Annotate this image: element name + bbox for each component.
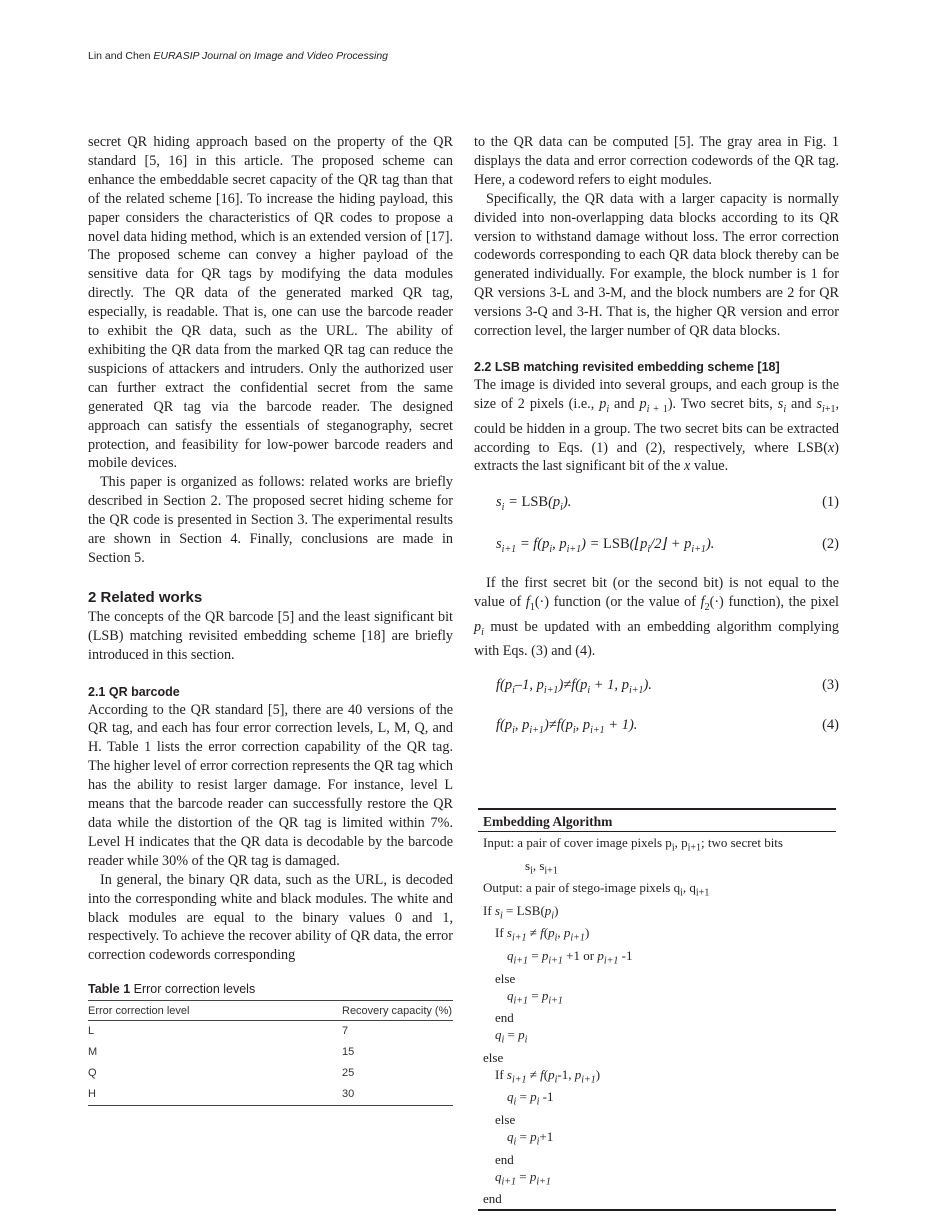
algorithm-line: end <box>483 1191 502 1207</box>
algorithm-line: If $s_{i+1} \ne f(p_i-1$, $p_{i+1}$) <box>495 1066 601 1086</box>
equation-3-number: (3) <box>822 677 839 694</box>
section-2-1-heading: 2.1 QR barcode <box>88 684 180 699</box>
table-1-caption <box>88 982 453 996</box>
left-column <box>88 133 453 1106</box>
equation-2-number: (2) <box>822 536 839 553</box>
table-row <box>88 1042 453 1063</box>
section-2-heading: 2 Related works <box>88 588 203 606</box>
section-2-1-paragraph-2: In general, the binary QR data, such as the URL, is decoded into the corresponding white and black modules. The white and black modules are equal to the binary values 0 and 1, respectively. To achieve the recover ability of QR data, the error correction codewords corresponding <box>88 871 453 964</box>
algorithm-line: end <box>495 1151 514 1167</box>
algorithm-line: $q_{i+1} = p_{i+1} +1$ or $p_{i+1}$ -1 <box>507 947 633 967</box>
section-2-paragraph: The concepts of the QR barcode [5] and the least significant bit (LSB) matching revisited embedding scheme [18] are briefly introduced in this section. <box>88 608 453 663</box>
equation-1-number: (1) <box>822 494 839 511</box>
right-paragraph-1: to the QR data can be computed [5]. The gray area in Fig. 1 displays the data and error correction codewords of the QR tag. Here, a codeword refers to eight modules. <box>474 134 839 188</box>
table-row <box>88 1084 453 1106</box>
equation-3: $f(p_i-1$, $p_{i+1})\ne f(p_i + 1$, $p_{i+1}$). (3) <box>474 675 839 701</box>
equation-2: $s_{i+1} = f(p_i$, $p_{i+1}$) = $LSB(⌊p_i/2⌋ + p_{i+1})$. (2) <box>474 534 839 560</box>
algorithm-line: else <box>495 970 516 986</box>
table-cell-level: M <box>88 1046 98 1059</box>
right-column <box>474 133 839 741</box>
algorithm-line: $q_i = p_i$ <box>495 1027 528 1046</box>
algorithm-input-bits: $s_i$, $s_{i+1}$ <box>525 857 558 877</box>
table-cell-capacity: 30 <box>342 1084 453 1106</box>
algorithm-line: else <box>495 1111 516 1127</box>
table-cell-level: L <box>88 1025 95 1038</box>
right-paragraph-after-equations: If the first secret bit (or the second bit) is not equal to the value of $f_1(\cdot)$ function (or the value of $f_2(\cdot)$ function), the pixel $p_i$ must be updated with an embedding algorithm complying with Eqs. (3) and (4). <box>474 575 839 660</box>
section-2-2-heading: 2.2 LSB matching revisited embedding scheme [18] <box>474 359 780 374</box>
algorithm-line: $q_i = p_i+1$ <box>507 1128 554 1148</box>
table-row <box>88 1063 453 1084</box>
algorithm-line: $q_{i+1} = p_{i+1}$ <box>507 987 563 1007</box>
table-cell-level: H <box>88 1084 342 1106</box>
intro-paragraph-2: This paper is organized as follows: related works are briefly described in Section 2. The proposed secret hiding scheme for the QR code is presented in Section 3. The experimental results are shown in Section 4. Finally, conclusions are made in Section 5. <box>88 474 453 566</box>
algorithm-line: end <box>495 1010 514 1026</box>
right-paragraph-2: Specifically, the QR data with a larger capacity is normally divided into non-overlapping data blocks according to its QR version to withstand damage without loss. The error correction codewords corresponding to each QR data block thereby can be generated individually. For example, the block number is 1 for QR versions 3-L and 3-M, and the block numbers are 2 for QR versions 3-Q and 3-H. That is, the higher QR version and error correction level, the larger number of QR data blocks. <box>474 190 839 340</box>
algorithm-line: $q_{i+1} = p_{i+1}$ <box>495 1168 551 1188</box>
algorithm-body <box>478 832 836 1209</box>
running-header <box>88 50 388 62</box>
table-cell-capacity: 7 <box>342 1025 349 1038</box>
algorithm-line: else <box>483 1049 504 1065</box>
table-1-caption-text: Error correction levels <box>133 982 256 997</box>
header-authors: Lin and Chen <box>88 50 151 62</box>
table-header-row <box>88 1001 453 1021</box>
algorithm-line: If $s_i = LSB(p_i)$ <box>483 902 559 922</box>
table-cell-capacity: 15 <box>342 1046 355 1059</box>
table-header-capacity: Recovery capacity (%) <box>342 1001 453 1021</box>
equation-1: $s_i = LSB(p_i)$. (1) <box>474 492 839 518</box>
section-2-1-paragraph-1: According to the QR standard [5], there are 40 versions of the QR tag, and each has four error correction levels, L, M, Q, and H. Table 1 lists the error correction capability of the QR tag. The higher level of error correction represents the QR tag which has the ability to resist larger damage. For instance, level L means that the barcode reader can successfully restore the QR data while the distortion of the QR tag is limited within 7%. Level H indicates that the QR data is decodable by the barcode reader while 30% of the QR tag is damaged. <box>88 701 453 869</box>
header-journal: EURASIP Journal on Image and Video Processing <box>153 50 389 62</box>
algorithm-line: If $s_{i+1} \ne f(p_i$, $p_{i+1}$) <box>495 925 590 944</box>
algorithm-line: $q_i = p_i$ -1 <box>507 1089 554 1108</box>
algorithm-title: Embedding Algorithm <box>478 810 836 832</box>
embedding-algorithm-box <box>478 808 836 1211</box>
equation-4: $f(p_i$, $p_{i+1})\ne f(p_i$, $p_{i+1} + 1$). (4) <box>474 715 839 741</box>
table-cell-capacity: 25 <box>342 1067 355 1080</box>
algorithm-output: Output: a pair of stego-image pixels $q_i$, $q_{i+1}$ <box>483 880 710 899</box>
section-2-2-paragraph: The image is divided into several groups, and each group is the size of 2 pixels (i.e., $p_i$ and $p_{i + 1}$). Two secret bits, $s_i$ and $s_{i+1}$, could be hidden in a group. The two secret bits can be extracted according to Eqs. (1) and (2), respectively, where LSB(x) extracts the last significant bit of the x value. <box>474 376 839 475</box>
algorithm-input: Input: a pair of cover image pixels $p_i$, $p_{i+1}$; two secret bits <box>483 835 783 854</box>
intro-paragraph-1: secret QR hiding approach based on the property of the QR standard [5, 16] in this article. The proposed scheme can enhance the embeddable secret capacity of the QR tag than that of the related scheme [16]. To increase the hiding payload, this paper considers the characteristics of QR codes to propose a novel data hiding method, which is an extended version of [17]. The proposed scheme can convey a higher payload of the sensitive data for QR tags by modifying the data modules directly. The QR data of the generated marked QR tag, especially, is readable. That is, one can use the barcode reader to exhibit the QR data, such as the URL. The ability of exhibiting the QR data from the marked QR tag can reduce the suspicions of attackers and intruders. Only the authorized user can further extract the confidential secret from the same generated QR tag via the barcode reader. The designed approach can satisfy the essentials of steganography, secret protection, and feasibility for low-power barcode readers and mobile devices. <box>88 134 453 472</box>
table-header-level: Error correction level <box>88 1001 342 1021</box>
error-correction-table <box>88 1000 453 1106</box>
table-1-label: Table 1 <box>88 982 131 997</box>
equation-4-number: (4) <box>822 717 839 734</box>
table-row <box>88 1021 453 1043</box>
table-cell-level: Q <box>88 1067 97 1080</box>
